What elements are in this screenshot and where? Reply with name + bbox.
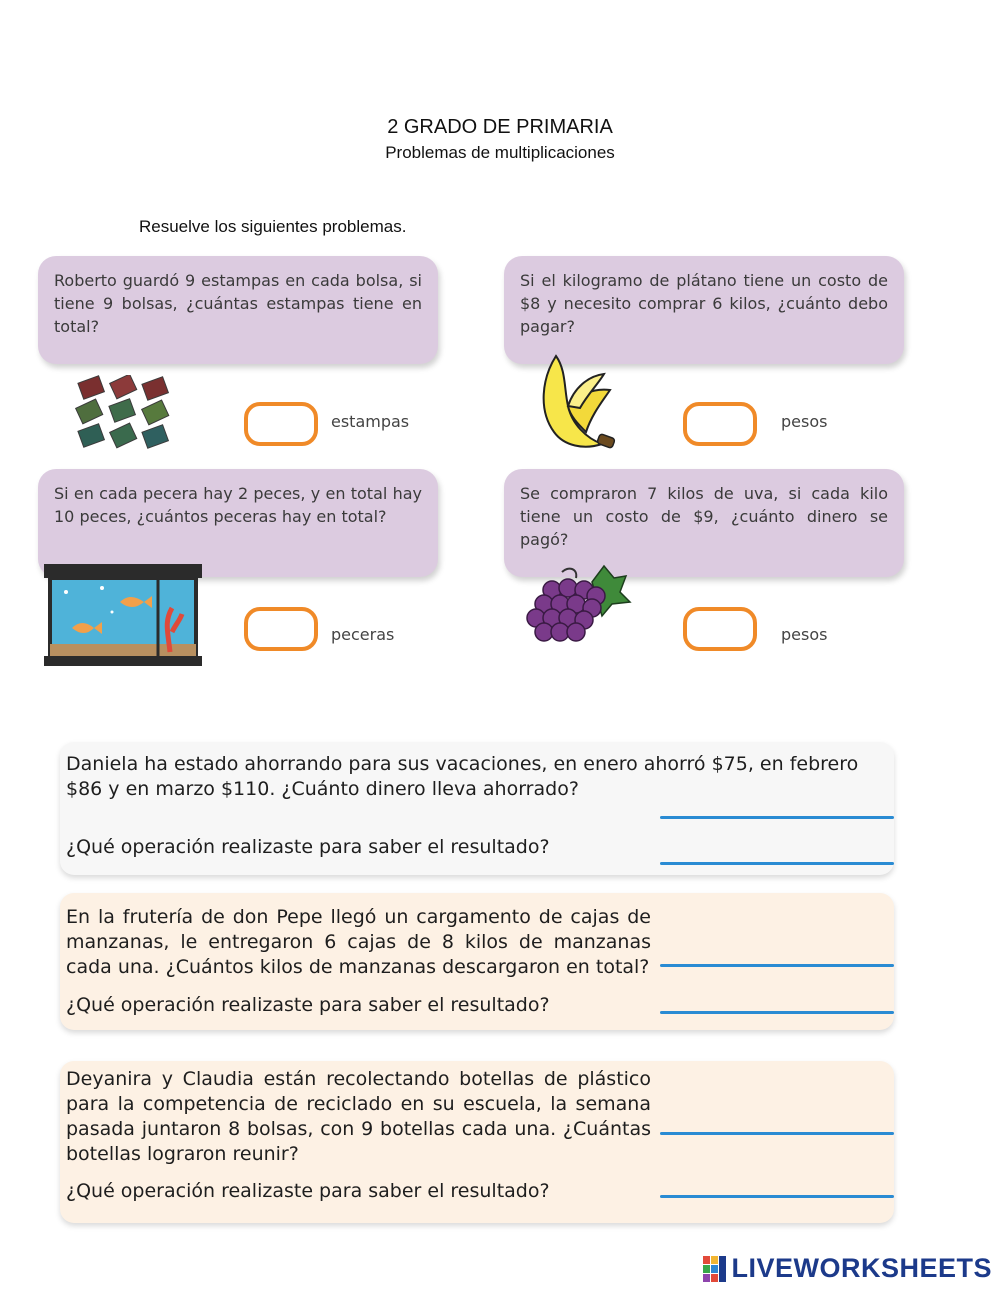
operation-question-3: ¿Qué operación realizaste para saber el resultado? [66, 1180, 550, 1202]
unit-label-1: estampas [331, 412, 410, 431]
aquarium-image [42, 562, 204, 668]
answer-line-1b[interactable] [660, 862, 894, 865]
problem-text-2: Si el kilogramo de plátano tiene un costo de $8 y necesito comprar 6 kilos, ¿cuánto debo pagar? [520, 271, 888, 336]
answer-line-3b[interactable] [660, 1195, 894, 1198]
problem-text-3: Si en cada pecera hay 2 peces, y en total hay 10 peces, ¿cuántos peceras hay en total? [54, 484, 422, 526]
problem-bubble-3 [38, 469, 438, 577]
problem-text-1: Roberto guardó 9 estampas en cada bolsa, si tiene 9 bolsas, ¿cuántas estampas tiene en total? [54, 271, 422, 336]
answer-box-2[interactable] [683, 402, 757, 446]
unit-label-4: pesos [781, 625, 828, 644]
stamps-image [74, 375, 174, 453]
problem-bubble-1 [38, 256, 438, 364]
answer-box-3[interactable] [244, 607, 318, 651]
banana-image [528, 348, 623, 458]
liveworksheets-logo-icon [703, 1256, 727, 1282]
page-subtitle: Problemas de multiplicaciones [385, 143, 615, 162]
word-problem-card-3 [60, 1061, 894, 1223]
operation-question-2: ¿Qué operación realizaste para saber el resultado? [66, 994, 550, 1016]
footer-brand-text: LIVEWORKSHEETS [731, 1253, 992, 1283]
page-title: 2 GRADO DE PRIMARIA [387, 116, 613, 138]
unit-label-3: peceras [331, 625, 395, 644]
operation-question-1: ¿Qué operación realizaste para saber el resultado? [66, 836, 550, 858]
answer-line-1a[interactable] [660, 816, 894, 819]
answer-box-1[interactable] [244, 402, 318, 446]
instruction-text: Resuelve los siguientes problemas. [139, 217, 407, 236]
answer-line-3a[interactable] [660, 1132, 894, 1135]
answer-box-4[interactable] [683, 607, 757, 651]
word-problem-text-2: En la frutería de don Pepe llegó un cargamento de cajas de manzanas, le entregaron 6 cajas de 8 kilos de manzanas cada una. ¿Cuántos kilos de manzanas descargaron en total? [66, 906, 651, 978]
word-problem-card-1 [60, 742, 894, 875]
word-problem-text-3: Deyanira y Claudia están recolectando botellas de plástico para la competencia de reciclado en su escuela, la semana pasada juntaron 8 bolsas, con 9 botellas cada una. ¿Cuántas botellas lograron reunir? [66, 1068, 651, 1165]
problem-bubble-4 [504, 469, 904, 577]
problem-text-4: Se compraron 7 kilos de uva, si cada kilo tiene un costo de $9, ¿cuánto dinero se pagó? [520, 484, 888, 549]
answer-line-2a[interactable] [660, 964, 894, 967]
unit-label-2: pesos [781, 412, 828, 431]
answer-line-2b[interactable] [660, 1011, 894, 1014]
footer-branding [703, 1253, 992, 1284]
word-problem-card-2 [60, 893, 894, 1030]
grapes-image [522, 562, 632, 648]
word-problem-text-1: Daniela ha estado ahorrando para sus vacaciones, en enero ahorró $75, en febrero $86 y en marzo $110. ¿Cuánto dinero lleva ahorrado? [66, 753, 859, 800]
